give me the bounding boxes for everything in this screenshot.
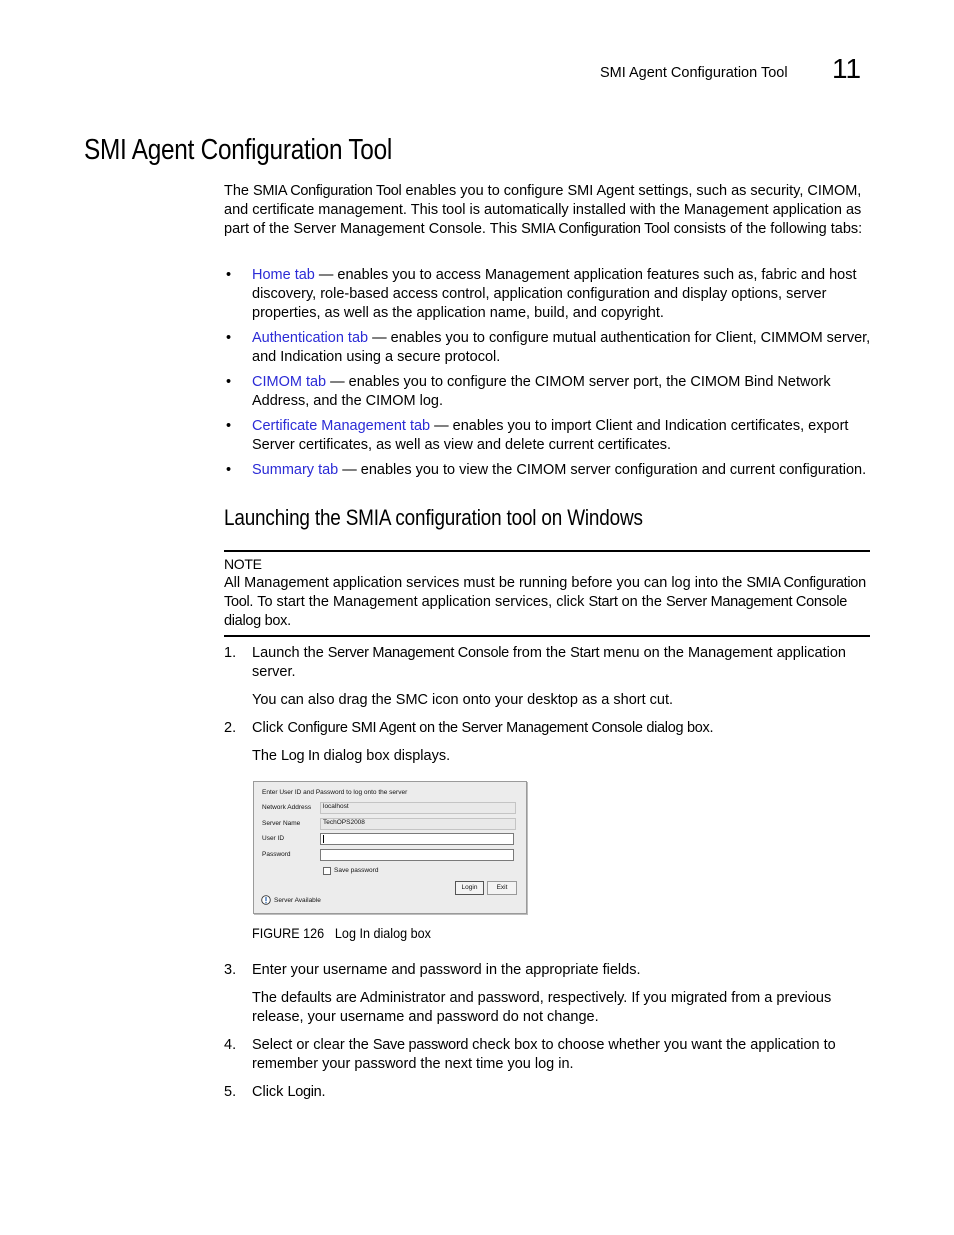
step-text: Select or clear the Save password check box to choose whether you want the application to remember your password the next time you log in. <box>252 1037 836 1072</box>
exit-button[interactable]: Exit <box>487 881 517 895</box>
user-id-input[interactable] <box>320 833 514 845</box>
list-item: • Summary tab — enables you to view the CIMOM server configuration and current configuration. <box>226 462 867 478</box>
login-dialog <box>253 781 527 914</box>
figure-caption <box>252 924 451 943</box>
chapter-number: 11 <box>832 53 862 84</box>
list-item: • Certificate Management tab — enables you to import Client and Indication certificates, export Server certificates, as well as view and delete current certificates. <box>226 418 849 453</box>
step-note: The Log In dialog box displays. <box>252 748 451 764</box>
step-number: 3. <box>224 962 237 978</box>
intro-paragraph: The SMIA Configuration Tool enables you to configure SMI Agent settings, such as security, CIMOM, and certificate management. This tool is automatically installed with the Management application as part of the Server Management Console. This SMIA Configuration Tool consists of the following tabs: <box>224 183 863 237</box>
cimom-tab-link[interactable]: CIMOM tab <box>252 374 327 390</box>
note-text: All Management application services must be running before you can log into the SMIA Configuration Tool. To start the Management application services, click Start on the Server Management Console dialog box. <box>224 575 866 629</box>
step-note: You can also drag the SMC icon onto your desktop as a short cut. <box>252 692 674 708</box>
summary-tab-link[interactable]: Summary tab <box>252 462 339 478</box>
step-number: 2. <box>224 720 237 736</box>
network-address-field: localhost <box>320 802 516 814</box>
server-status-text: Server Available <box>274 897 321 904</box>
authentication-tab-link[interactable]: Authentication tab <box>252 330 369 346</box>
step-note: The defaults are Administrator and password, respectively. If you migrated from a previous release, your username and password do not change. <box>252 990 832 1025</box>
tabs-list <box>224 266 872 486</box>
save-password-label: Save password <box>334 867 379 874</box>
server-name-field: TechOPS2008 <box>320 818 516 830</box>
list-item: • Authentication tab — enables you to configure mutual authentication for Client, CIMMOM server, and Indication using a secure protocol. <box>226 330 871 365</box>
section-heading: Launching the SMIA configuration tool on Windows <box>224 505 643 530</box>
step-text: Click Login. <box>252 1084 326 1100</box>
network-address-label: Network Address <box>262 804 312 811</box>
save-password-checkbox[interactable] <box>323 867 331 875</box>
password-label: Password <box>262 851 291 858</box>
login-button[interactable]: Login <box>455 881 484 895</box>
list-item: • CIMOM tab — enables you to configure the CIMOM server port, the CIMOM Bind Network Address, and the CIMOM log. <box>226 374 831 409</box>
step-text: Enter your username and password in the appropriate fields. <box>252 962 641 978</box>
user-id-label: User ID <box>262 835 285 842</box>
home-tab-link[interactable]: Home tab <box>252 267 315 283</box>
dialog-prompt: Enter User ID and Password to log onto the server <box>262 789 408 796</box>
step-text: Click Configure SMI Agent on the Server Management Console dialog box. <box>252 720 714 736</box>
step-number: 5. <box>224 1084 237 1100</box>
certificate-management-tab-link[interactable]: Certificate Management tab <box>252 418 431 434</box>
page-title: SMI Agent Configuration Tool <box>84 134 393 166</box>
figure-label: FIGURE 126 <box>252 925 325 941</box>
step-number: 4. <box>224 1037 237 1053</box>
running-header-title: SMI Agent Configuration Tool <box>600 65 788 81</box>
password-input[interactable] <box>320 849 514 861</box>
server-name-label: Server Name <box>262 820 301 827</box>
server-status-icon <box>261 895 271 905</box>
list-item: • Home tab — enables you to access Management application features such as, fabric and host discovery, role-based access control, application configuration and display options, server properties, as well as the application name, build, and copyright. <box>226 267 857 321</box>
step-text: Launch the Server Management Console from the Start menu on the Management application server. <box>252 645 846 680</box>
figure-title: Log In dialog box <box>334 925 431 941</box>
note-box <box>224 550 870 637</box>
step-number: 1. <box>224 645 237 661</box>
note-label: NOTE <box>224 556 262 572</box>
